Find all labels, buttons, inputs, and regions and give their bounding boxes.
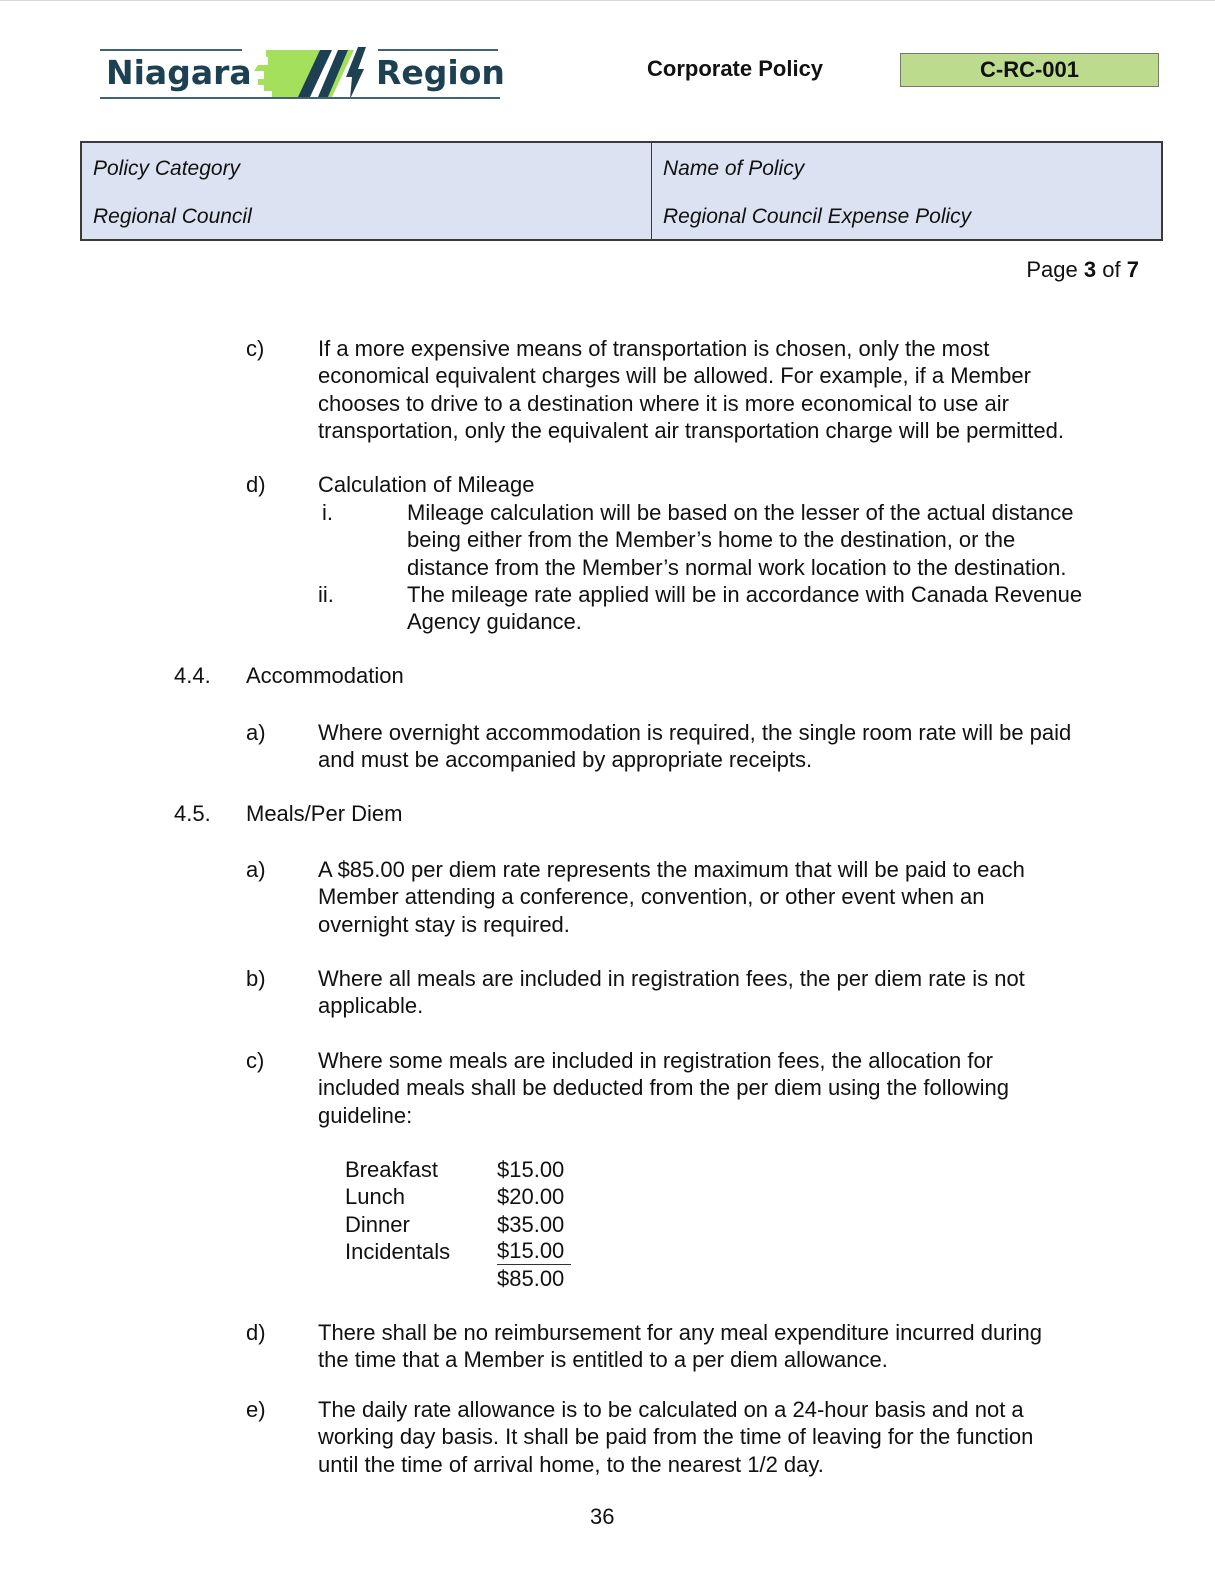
section-4-4-title: Accommodation xyxy=(246,663,404,688)
text-line: guideline: xyxy=(318,1102,413,1128)
meal-name: Breakfast xyxy=(345,1157,438,1182)
item-d-title: Calculation of Mileage xyxy=(318,472,535,497)
meal-name: Incidentals xyxy=(345,1238,451,1264)
page-of: of xyxy=(1102,257,1121,282)
section-4-5-e-text xyxy=(318,1396,1033,1478)
text-line: included meals shall be deducted from the per diem using the following xyxy=(318,1075,1009,1101)
item-d-i-text xyxy=(407,499,1074,581)
niagara-region-logo xyxy=(100,45,505,101)
policy-info-table xyxy=(80,141,1163,241)
meal-row xyxy=(345,1156,571,1183)
section-4-5-c-marker: c) xyxy=(246,1048,265,1073)
meal-total-spacer xyxy=(345,1265,497,1292)
section-4-4-number: 4.4. xyxy=(174,663,211,688)
text-line: The daily rate allowance is to be calculated on a 24-hour basis and not a xyxy=(318,1397,1024,1422)
meal-row xyxy=(345,1211,571,1238)
item-d-ii-text xyxy=(407,581,1082,636)
text-line: A $85.00 per diem rate represents the maximum that will be paid to each xyxy=(318,857,1025,882)
meal-row xyxy=(345,1183,571,1210)
text-line: transportation, only the equivalent air transportation charge will be permitted. xyxy=(318,417,1064,443)
section-4-4-a-marker: a) xyxy=(246,720,266,745)
logo-rule-top-left xyxy=(100,49,242,51)
text-line: If a more expensive means of transportation is chosen, only the most xyxy=(318,336,990,361)
text-line: until the time of arrival home, to the nearest 1/2 day. xyxy=(318,1451,824,1477)
policy-name-value: Regional Council Expense Policy xyxy=(663,205,972,228)
text-line: working day basis. It shall be paid from the time of leaving for the function xyxy=(318,1424,1034,1450)
section-4-5-number: 4.5. xyxy=(174,801,211,826)
logo-word-niagara: Niagara xyxy=(106,53,252,92)
text-line: distance from the Member’s normal work location to the destination. xyxy=(407,554,1067,580)
section-4-5-a-text xyxy=(318,856,1025,938)
section-4-5-b-marker: b) xyxy=(246,966,266,991)
policy-category-label: Policy Category xyxy=(93,157,241,180)
text-line: The mileage rate applied will be in accordance with Canada Revenue xyxy=(407,582,1083,607)
section-4-5-a-marker: a) xyxy=(246,857,266,882)
logo-rule-top-right xyxy=(378,49,498,51)
item-d-i-marker: i. xyxy=(322,500,333,525)
meal-amount: $35.00 xyxy=(497,1211,565,1237)
item-c-text xyxy=(318,335,1064,444)
meal-amount: $20.00 xyxy=(497,1184,565,1210)
meal-amount: $15.00 xyxy=(497,1238,571,1265)
text-line: Agency guidance. xyxy=(407,609,582,635)
section-4-5-d-text xyxy=(318,1319,1042,1374)
logo-rule-bottom xyxy=(100,97,500,99)
text-line: chooses to drive to a destination where it is more economical to use air xyxy=(318,390,1009,416)
policy-code-badge: C-RC-001 xyxy=(900,53,1159,87)
policy-name-label: Name of Policy xyxy=(663,157,805,180)
text-line: the time that a Member is entitled to a per diem allowance. xyxy=(318,1347,888,1373)
logo-word-region: Region xyxy=(376,53,505,92)
section-4-5-b-text xyxy=(318,965,1025,1020)
page-total: 7 xyxy=(1126,257,1139,282)
text-line: Mileage calculation will be based on the lesser of the actual distance xyxy=(407,500,1074,525)
section-4-5-e-marker: e) xyxy=(246,1397,266,1422)
text-line: applicable. xyxy=(318,993,424,1019)
meal-total: $85.00 xyxy=(497,1266,565,1292)
policy-name-cell xyxy=(652,143,1161,239)
text-line: Where some meals are included in registration fees, the allocation for xyxy=(318,1048,994,1073)
section-4-4-a-text xyxy=(318,719,1071,774)
meal-total-row xyxy=(345,1265,571,1292)
item-c-marker: c) xyxy=(246,336,265,361)
policy-category-value: Regional Council xyxy=(93,205,252,228)
meal-row xyxy=(345,1238,571,1265)
meal-name: Dinner xyxy=(345,1211,410,1237)
text-line: There shall be no reimbursement for any meal expenditure incurred during xyxy=(318,1320,1042,1345)
page-current: 3 xyxy=(1083,257,1097,282)
text-line: Member attending a conference, convention, or other event when an xyxy=(318,884,985,910)
meal-name: Lunch xyxy=(345,1184,405,1210)
text-line: being either from the Member’s home to the destination, or the xyxy=(407,527,1016,553)
text-line: overnight stay is required. xyxy=(318,911,570,937)
meal-allocation-table xyxy=(345,1156,571,1292)
text-line: Where all meals are included in registration fees, the per diem rate is not xyxy=(318,966,1025,991)
item-d-ii-marker: ii. xyxy=(318,582,334,607)
text-line: and must be accompanied by appropriate receipts. xyxy=(318,747,813,773)
page-prefix: Page xyxy=(1026,257,1078,282)
section-4-5-c-text xyxy=(318,1047,1009,1129)
page-indicator xyxy=(1026,257,1139,283)
section-4-5-d-marker: d) xyxy=(246,1320,266,1345)
document-type-label: Corporate Policy xyxy=(647,56,824,81)
text-line: Where overnight accommodation is required, the single room rate will be paid xyxy=(318,720,1072,745)
text-line: economical equivalent charges will be allowed. For example, if a Member xyxy=(318,363,1031,389)
meal-amount: $15.00 xyxy=(497,1157,565,1182)
section-4-5-title: Meals/Per Diem xyxy=(246,801,403,826)
footer-page-number: 36 xyxy=(590,1504,615,1529)
policy-category-cell xyxy=(82,143,652,239)
item-d-marker: d) xyxy=(246,472,266,497)
niagara-region-logo-mark-icon xyxy=(246,45,376,101)
